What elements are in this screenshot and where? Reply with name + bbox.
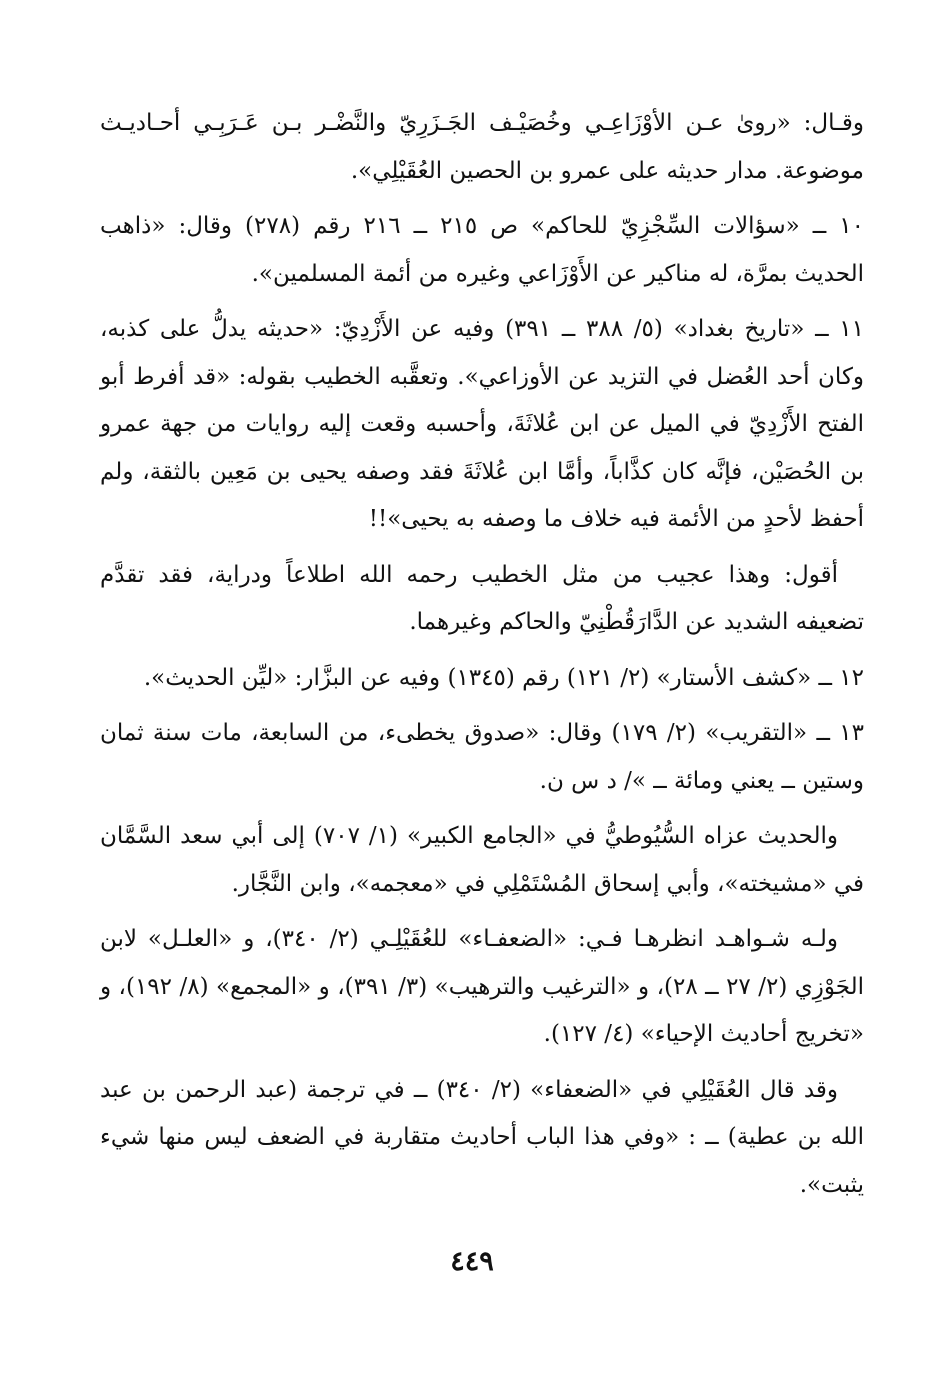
paragraph-ref-11-tarikh-baghdad: ١١ ــ «تاريخ بغداد» (٥/ ٣٨٨ ــ ٣٩١) وفيه عن الأَزْدِيّ: «حديثه يدلُّ على كذبه، وكان أحد العُضل في التزيد عن الأوزاعي». وتعقَّبه الخطيب بقوله: «قد أفرط أبو الفتح الأَزْدِيّ في الميل عن ابن عُلاثَةَ، وأحسبه وقعت إليه روايات من جهة عمرو بن الحُصَيْن، فإنَّه كان كذَّاباً، وأمَّا ابن عُلاثَةَ فقد وصفه يحيى بن مَعِين بالثقة، ولم أحفظ لأحدٍ من الأئمة فيه خلاف ما وصفه به يحيى»!! (100, 316, 864, 532)
page-body (100, 100, 864, 1280)
paragraph-ref-13-taqrib: ١٣ ــ «التقريب» (٢/ ١٧٩) وقال: «صدوق يخطىء، من السابعة، مات سنة ثمان وستين ــ يعني ومائة ــ »/ د س ن. (100, 720, 864, 794)
page-number: ٤٤٩ (450, 1246, 494, 1277)
paragraph-shawahid: ولـه شـواهـد انظرهـا فـي: «الضعفـاء» للعُقَيْلِـي (٢/ ٣٤٠)، و «العلـل» لابن الجَوْزِي (٢/ ٢٧ ــ ٢٨)، و «الترغيب والترهيب» (٣/ ٣٩١)، و «المجمع» (٨/ ١٩٢)، و «تخريج أحاديث الإحياء» (٤/ ١٢٧). (100, 926, 865, 1047)
paragraph-author-comment: أقول: وهذا عجيب من مثل الخطيب رحمه الله اطلاعاً ودراية، فقد تقدَّم تضعيفه الشديد عن الدَّارَقُطْنِيّ والحاكم وغيرهما. (100, 561, 864, 635)
paragraph-ref-10-sujzi: ١٠ ــ «سؤالات السِّجْزِيّ للحاكم» ص ٢١٥ ــ ٢١٦ رقم (٢٧٨) وقال: «ذاهب الحديث بمرَّة، له مناكير عن الأَوْزَاعي وغيره من أئمة المسلمين». (100, 213, 864, 287)
paragraph-ref-12-kashf: ١٢ ــ «كشف الأستار» (٢/ ١٢١) رقم (١٣٤٥) وفيه عن البزَّار: «ليِّن الحديث». (143, 664, 864, 691)
paragraph-suyuti-attribution: والحديث عزاه السُّيُوطيُّ في «الجامع الكبير» (١/ ٧٠٧) إلى أبي سعد السَّمَّان في «مشيخته»، وأبي إسحاق المُسْتَمْلِي في «معجمه»، وابن النَّجَّار. (100, 823, 864, 897)
paragraph-ibn-adi-quote: وقـال: «روىٰ عـن الأوْزَاعِـي وخُصَيْـف الجَـزَرِيّ والنَّضْـر بـن عَـرَبِـي أحـاديـث موضوعة. مدار حديثه على عمرو بن الحصين العُقَيْلِي». (100, 110, 864, 184)
paragraph-uqayli-conclusion: وقد قال العُقَيْلِي في «الضعفاء» (٢/ ٣٤٠) ــ في ترجمة (عبد الرحمن بن عبد الله بن عطية) ــ : «وفي هذا الباب أحاديث متقاربة في الضعف ليس منها شيء يثبت». (100, 1076, 864, 1198)
